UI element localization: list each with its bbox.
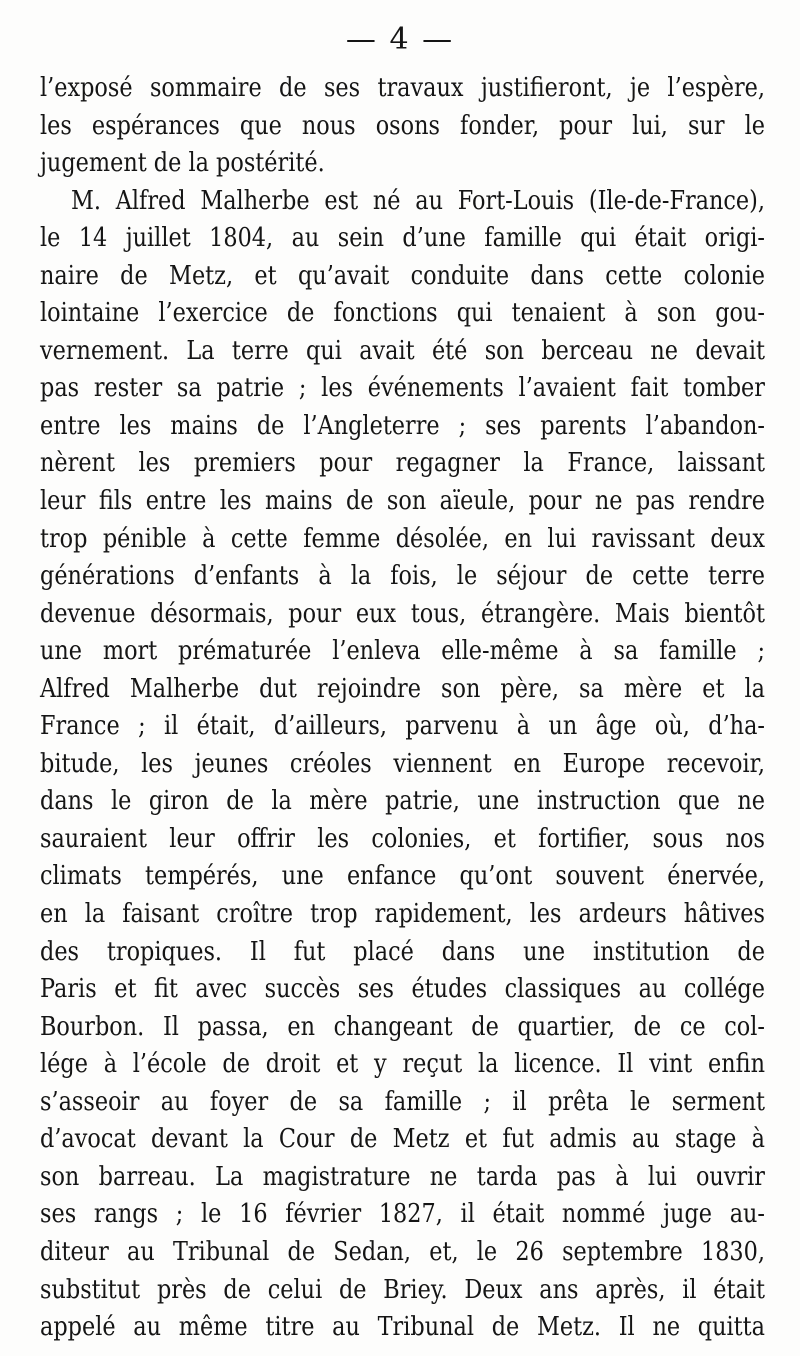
- text-line: diteur au Tribunal de Sedan, et, le 26 septembre 1830,: [40, 1236, 765, 1267]
- text-line: appelé au même titre au Tribunal de Metz. Il ne quitta: [40, 1312, 765, 1343]
- text-line: M. Alfred Malherbe est né au Fort-Louis (Ile-de-France),: [70, 185, 765, 216]
- text-line: pas rester sa patrie ; les événements l’avaient fait tomber: [40, 373, 765, 404]
- text-line: les espérances que nous osons fonder, pour lui, sur le: [40, 110, 765, 141]
- text-line: vernement. La terre qui avait été son berceau ne devait: [40, 335, 765, 366]
- text-line: son barreau. La magistrature ne tarda pas à lui ouvrir: [40, 1161, 765, 1192]
- text-line: le 14 juillet 1804, au sein d’une famille qui était origi-: [40, 223, 765, 254]
- text-line: devenue désormais, pour eux tous, étrangère. Mais bientôt: [40, 598, 765, 629]
- text-line: Bourbon. Il passa, en changeant de quartier, de ce col-: [40, 1011, 765, 1042]
- text-line: nèrent les premiers pour regagner la France, laissant: [40, 448, 765, 479]
- text-line: naire de Metz, et qu’avait conduite dans cette colonie: [40, 260, 765, 291]
- text-line: l’exposé sommaire de ses travaux justifieront, je l’espère,: [40, 73, 765, 103]
- text-line: entre les mains de l’Angleterre ; ses parents l’abandon-: [40, 410, 765, 441]
- text-line: France ; il était, d’ailleurs, parvenu à un âge où, d’ha-: [40, 711, 765, 742]
- text-line: trop pénible à cette femme désolée, en lui ravissant deux: [40, 523, 765, 554]
- text-line: s’asseoir au foyer de sa famille ; il prêta le serment: [40, 1086, 765, 1117]
- text-line: générations d’enfants à la fois, le séjour de cette terre: [40, 561, 765, 592]
- text-line: climats tempérés, une enfance qu’ont souvent énervée,: [40, 861, 765, 892]
- text-line: Alfred Malherbe dut rejoindre son père, sa mère et la: [40, 673, 765, 704]
- text-line: des tropiques. Il fut placé dans une institution de: [40, 936, 765, 967]
- text-line: dans le giron de la mère patrie, une instruction que ne: [40, 786, 765, 817]
- text-line: sauraient leur offrir les colonies, et fortifier, sous nos: [40, 823, 765, 854]
- text-line: lointaine l’exercice de fonctions qui tenaient à son gou-: [40, 298, 765, 329]
- text-line: leur fils entre les mains de son aïeule, pour ne pas rendre: [40, 486, 765, 517]
- text-line: une mort prématurée l’enleva elle-même à sa famille ;: [40, 636, 765, 667]
- text-line: Paris et fit avec succès ses études classiques au collége: [40, 974, 765, 1005]
- text-line: ses rangs ; le 16 février 1827, il était nommé juge au-: [40, 1199, 765, 1230]
- body-text: [40, 70, 765, 1347]
- text-line: substitut près de celui de Briey. Deux ans après, il était: [40, 1274, 765, 1305]
- text-line: jugement de la postérité.: [40, 148, 325, 179]
- text-line: d’avocat devant la Cour de Metz et fut admis au stage à: [40, 1124, 765, 1155]
- page-number: — 4 —: [345, 22, 455, 57]
- text-line: lége à l’école de droit et y reçut la licence. Il vint enfin: [40, 1049, 765, 1080]
- text-line: bitude, les jeunes créoles viennent en Europe recevoir,: [40, 748, 765, 779]
- text-line: en la faisant croître trop rapidement, les ardeurs hâtives: [40, 899, 765, 930]
